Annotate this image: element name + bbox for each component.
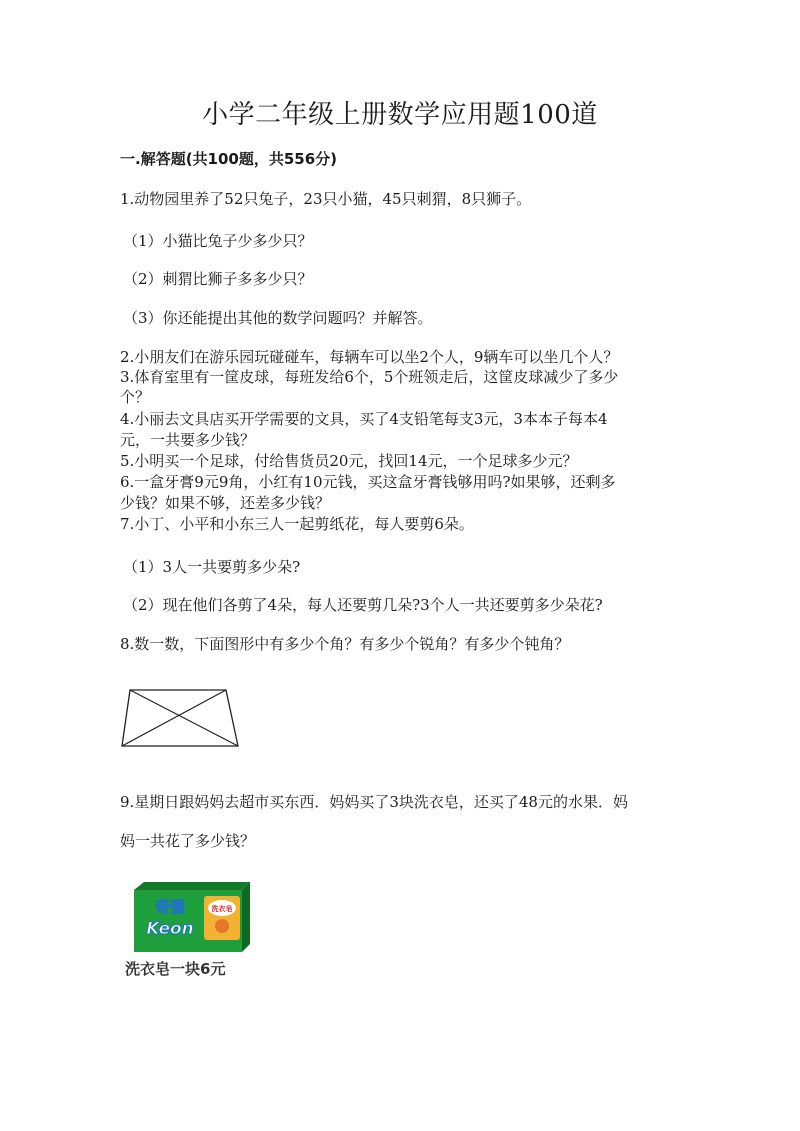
soap-brand-latin: Keon	[146, 919, 194, 939]
question-5: 5.小明买一个足球，付给售货员20元，找回14元，一个足球多少元？	[120, 452, 578, 470]
question-4-line-1: 4.小丽去文具店买开学需要的文具，买了4支铅笔每支3元，3本本子每本4	[120, 410, 608, 428]
soap-box-top	[134, 882, 250, 890]
soap-price-caption: 洗衣皂一块6元	[125, 960, 226, 978]
question-4-line-2: 元，一共要多少钱？	[120, 431, 256, 449]
question-7-part-1: （1）3人一共要剪多少朵?	[123, 558, 301, 576]
question-8: 8.数一数，下面图形中有多少个角？有多少个锐角？有多少个钝角？	[120, 635, 570, 653]
soap-badge-text: 洗衣皂	[211, 905, 233, 913]
soap-fruit-graphic	[215, 919, 229, 933]
question-6-line-2: 少钱？如果不够，还差多少钱？	[120, 494, 331, 512]
soap-box-image	[130, 880, 252, 952]
question-3-line-2: 个？	[120, 388, 151, 406]
question-1: 1.动物园里养了52只兔子，23只小猫，45只刺猬，8只狮子。	[120, 190, 532, 208]
question-3-line-1: 3.体育室里有一筐皮球，每班发给6个，5个班领走后，这筐皮球减少了多少	[120, 368, 619, 386]
page-title: 小学二年级上册数学应用题100道	[202, 100, 598, 130]
trapezoid-figure	[118, 688, 242, 750]
question-1-part-2: （2）刺猬比狮子多多少只？	[123, 270, 313, 288]
question-6-line-1: 6.一盒牙膏9元9角，小红有10元钱，买这盒牙膏钱够用吗?如果够，还剩多	[120, 473, 616, 491]
question-9-line-2: 妈一共花了多少钱？	[120, 832, 256, 850]
question-2: 2.小朋友们在游乐园玩碰碰车，每辆车可以坐2个人，9辆车可以坐几个人？	[120, 348, 619, 366]
question-7: 7.小丁、小平和小东三人一起剪纸花，每人要剪6朵。	[120, 515, 474, 533]
soap-brand-chinese: 奇强	[154, 898, 186, 916]
trapezoid-diagonal-2	[122, 690, 226, 746]
trapezoid-diagonal-1	[130, 690, 238, 746]
soap-box-side	[242, 882, 250, 952]
question-9-line-1: 9.星期日跟妈妈去超市买东西．妈妈买了3块洗衣皂，还买了48元的水果．妈	[120, 793, 628, 811]
section-heading: 一.解答题(共100题，共556分)	[120, 150, 338, 168]
question-1-part-3: （3）你还能提出其他的数学问题吗？并解答。	[123, 309, 433, 327]
question-1-part-1: （1）小猫比兔子少多少只？	[123, 232, 313, 250]
question-7-part-2: （2）现在他们各剪了4朵，每人还要剪几朵?3个人一共还要剪多少朵花?	[123, 596, 603, 614]
